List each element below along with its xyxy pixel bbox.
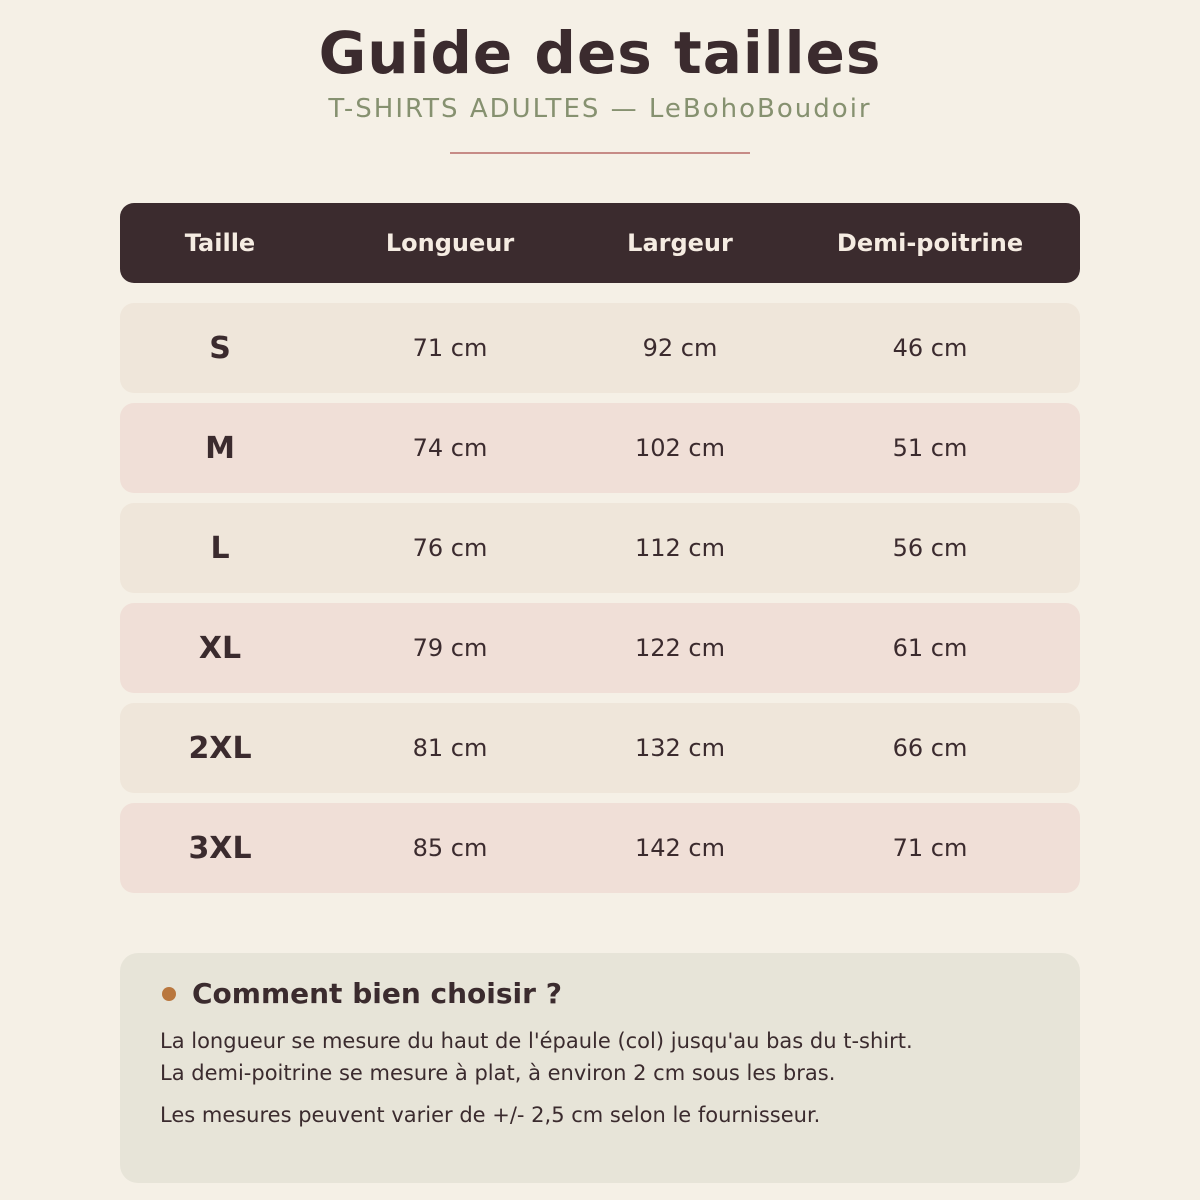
length-cell: 71 cm: [412, 334, 488, 362]
half-chest-cell: 61 cm: [892, 634, 968, 662]
table-row-l: [120, 503, 1080, 593]
width-cell: 102 cm: [634, 434, 726, 462]
table-row-s: [120, 303, 1080, 393]
size-cell: 2XL: [188, 730, 252, 766]
tip-line-variance: Les mesures peuvent varier de +/- 2,5 cm selon le fournisseur.: [160, 1103, 821, 1127]
length-cell: 81 cm: [412, 734, 488, 762]
page-subtitle: T-SHIRTS ADULTES — LeBohoBoudoir: [328, 94, 872, 124]
size-cell: M: [205, 430, 235, 466]
size-cell: S: [209, 330, 231, 366]
column-header-length: Longueur: [385, 229, 515, 257]
tip-line-length: La longueur se mesure du haut de l'épaule (col) jusqu'au bas du t-shirt.: [160, 1029, 913, 1053]
width-cell: 122 cm: [634, 634, 726, 662]
tip-line-half-chest: La demi-poitrine se mesure à plat, à environ 2 cm sous les bras.: [160, 1061, 836, 1085]
half-chest-cell: 56 cm: [892, 534, 968, 562]
half-chest-cell: 71 cm: [892, 834, 968, 862]
length-cell: 85 cm: [412, 834, 488, 862]
width-cell: 92 cm: [642, 334, 718, 362]
sizing-tips-title: Comment bien choisir ?: [192, 977, 562, 1010]
size-table-header: [120, 203, 1080, 283]
sizing-tips-heading: [162, 977, 562, 1011]
column-header-half-chest: Demi-poitrine: [836, 229, 1024, 257]
size-cell: L: [210, 530, 230, 566]
width-cell: 112 cm: [634, 534, 726, 562]
bullet-dot-icon: [162, 987, 176, 1001]
half-chest-cell: 46 cm: [892, 334, 968, 362]
table-row-2xl: [120, 703, 1080, 793]
half-chest-cell: 66 cm: [892, 734, 968, 762]
width-cell: 142 cm: [634, 834, 726, 862]
size-cell: 3XL: [188, 830, 252, 866]
title-divider: [450, 152, 750, 154]
length-cell: 74 cm: [412, 434, 488, 462]
sizing-tips-box: [120, 953, 1080, 1183]
table-row-3xl: [120, 803, 1080, 893]
column-header-width: Largeur: [627, 229, 733, 257]
size-cell: XL: [198, 630, 242, 666]
table-row-xl: [120, 603, 1080, 693]
length-cell: 76 cm: [412, 534, 488, 562]
column-header-size: Taille: [184, 229, 256, 257]
length-cell: 79 cm: [412, 634, 488, 662]
half-chest-cell: 51 cm: [892, 434, 968, 462]
width-cell: 132 cm: [634, 734, 726, 762]
page-title: Guide des tailles: [318, 19, 882, 87]
table-row-m: [120, 403, 1080, 493]
